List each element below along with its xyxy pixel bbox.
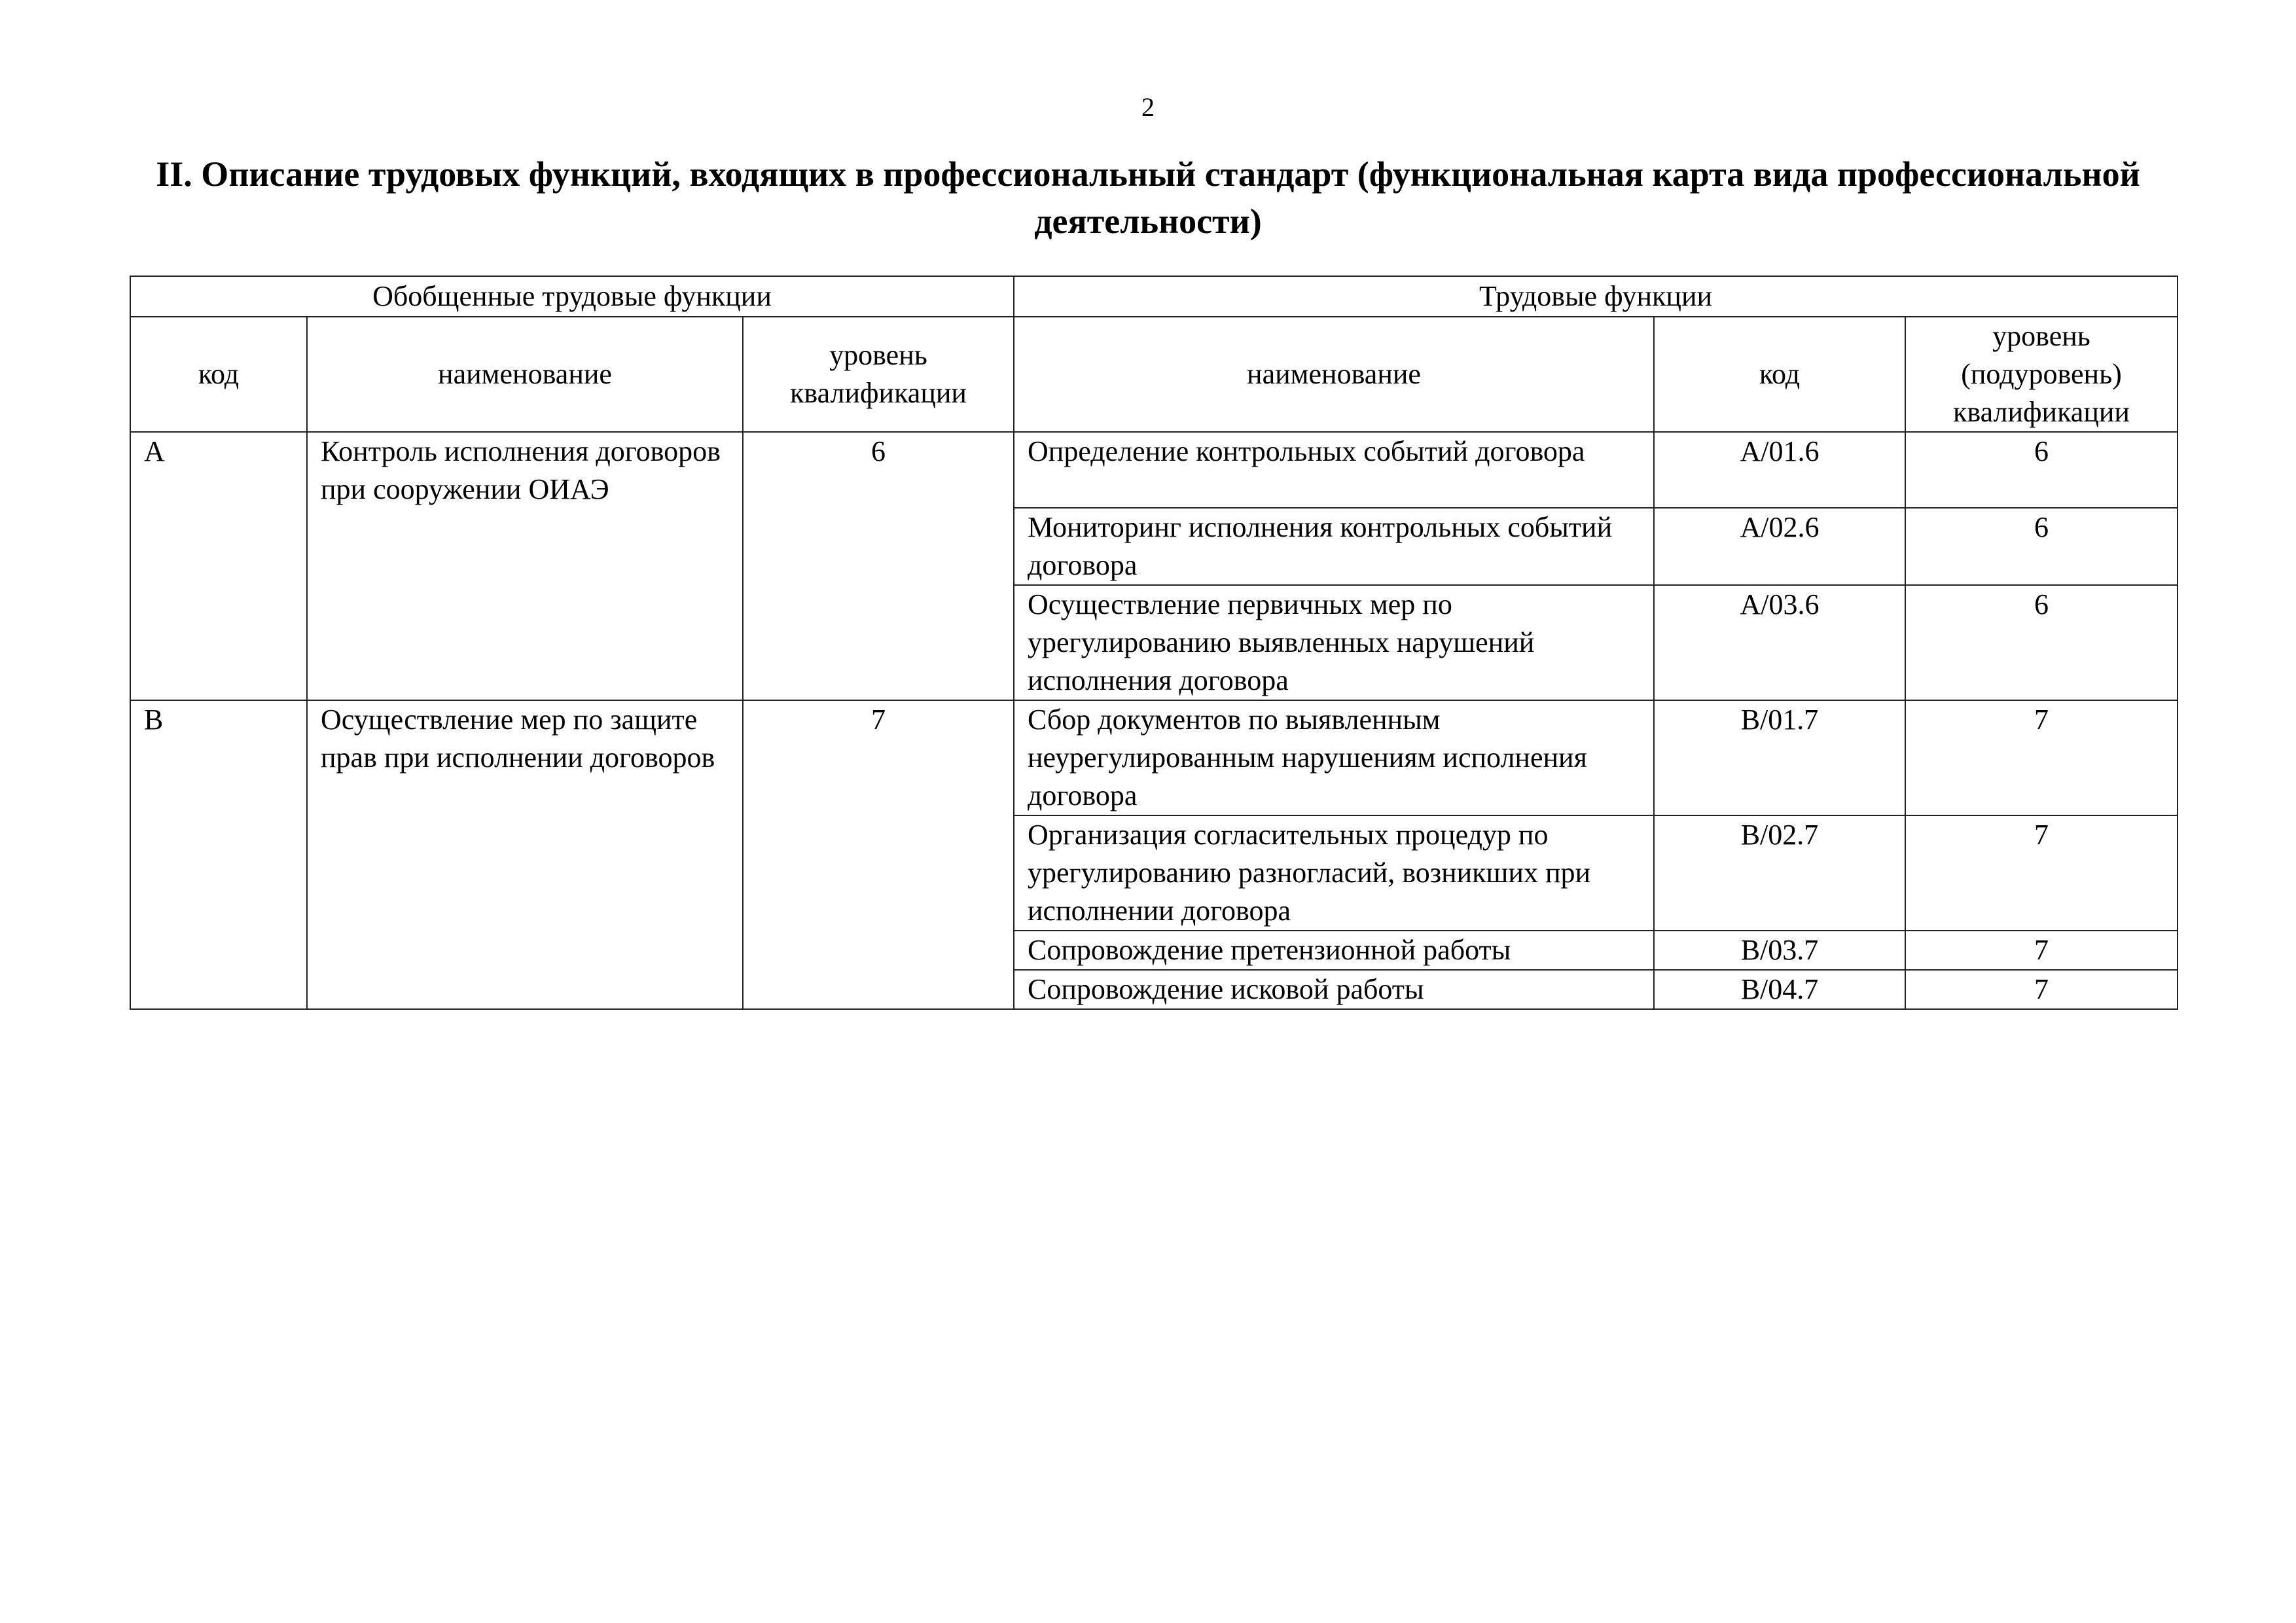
column-header-gen-level: уровень квалификации (743, 317, 1014, 432)
function-level: 7 (1905, 931, 2178, 970)
function-level: 6 (1905, 508, 2178, 585)
column-header-gen-code: код (130, 317, 307, 432)
column-header-fn-code: код (1654, 317, 1905, 432)
table-column-header-row (130, 317, 2178, 432)
function-name: Осуществление первичных мер по урегулированию выявленных нарушений исполнения договора (1014, 585, 1654, 700)
function-level: 7 (1905, 970, 2178, 1009)
function-code: B/02.7 (1654, 815, 1905, 931)
gen-function-level: 6 (743, 432, 1014, 700)
function-code: B/01.7 (1654, 700, 1905, 815)
function-level: 7 (1905, 815, 2178, 931)
table-group-header-row (130, 276, 2178, 317)
function-code: B/04.7 (1654, 970, 1905, 1009)
table-row (130, 700, 2178, 815)
section-title: II. Описание трудовых функций, входящих в профессиональный стандарт (функциональная карта вида профессиональной деятельности) (156, 154, 2140, 241)
function-name: Сопровождение претензионной работы (1014, 931, 1654, 970)
column-header-fn-name: наименование (1014, 317, 1654, 432)
table-row (130, 432, 2178, 508)
column-header-fn-level: уровень (подуровень) квалификации (1905, 317, 2178, 432)
function-code: A/03.6 (1654, 585, 1905, 700)
function-name: Организация согласительных процедур по урегулированию разногласий, возникших при исполнении договора (1014, 815, 1654, 931)
function-name: Сопровождение исковой работы (1014, 970, 1654, 1009)
gen-function-name: Осуществление мер по защите прав при исполнении договоров (307, 700, 743, 1009)
gen-function-code: B (130, 700, 307, 1009)
function-code: A/02.6 (1654, 508, 1905, 585)
function-level: 6 (1905, 585, 2178, 700)
function-level: 7 (1905, 700, 2178, 815)
generalized-functions-header: Обобщенные трудовые функции (130, 276, 1014, 317)
gen-function-code: A (130, 432, 307, 700)
function-name: Определение контрольных событий договора (1014, 432, 1654, 508)
gen-function-name: Контроль исполнения договоров при сооружении ОИАЭ (307, 432, 743, 700)
page-number: 2 (1141, 92, 1155, 122)
labor-functions-header: Трудовые функции (1014, 276, 2178, 317)
function-code: B/03.7 (1654, 931, 1905, 970)
function-level: 6 (1905, 432, 2178, 508)
function-name: Мониторинг исполнения контрольных событий договора (1014, 508, 1654, 585)
column-header-gen-name: наименование (307, 317, 743, 432)
functional-map-table (130, 276, 2178, 1010)
gen-function-level: 7 (743, 700, 1014, 1009)
function-code: A/01.6 (1654, 432, 1905, 508)
function-name: Сбор документов по выявленным неурегулированным нарушениям исполнения договора (1014, 700, 1654, 815)
